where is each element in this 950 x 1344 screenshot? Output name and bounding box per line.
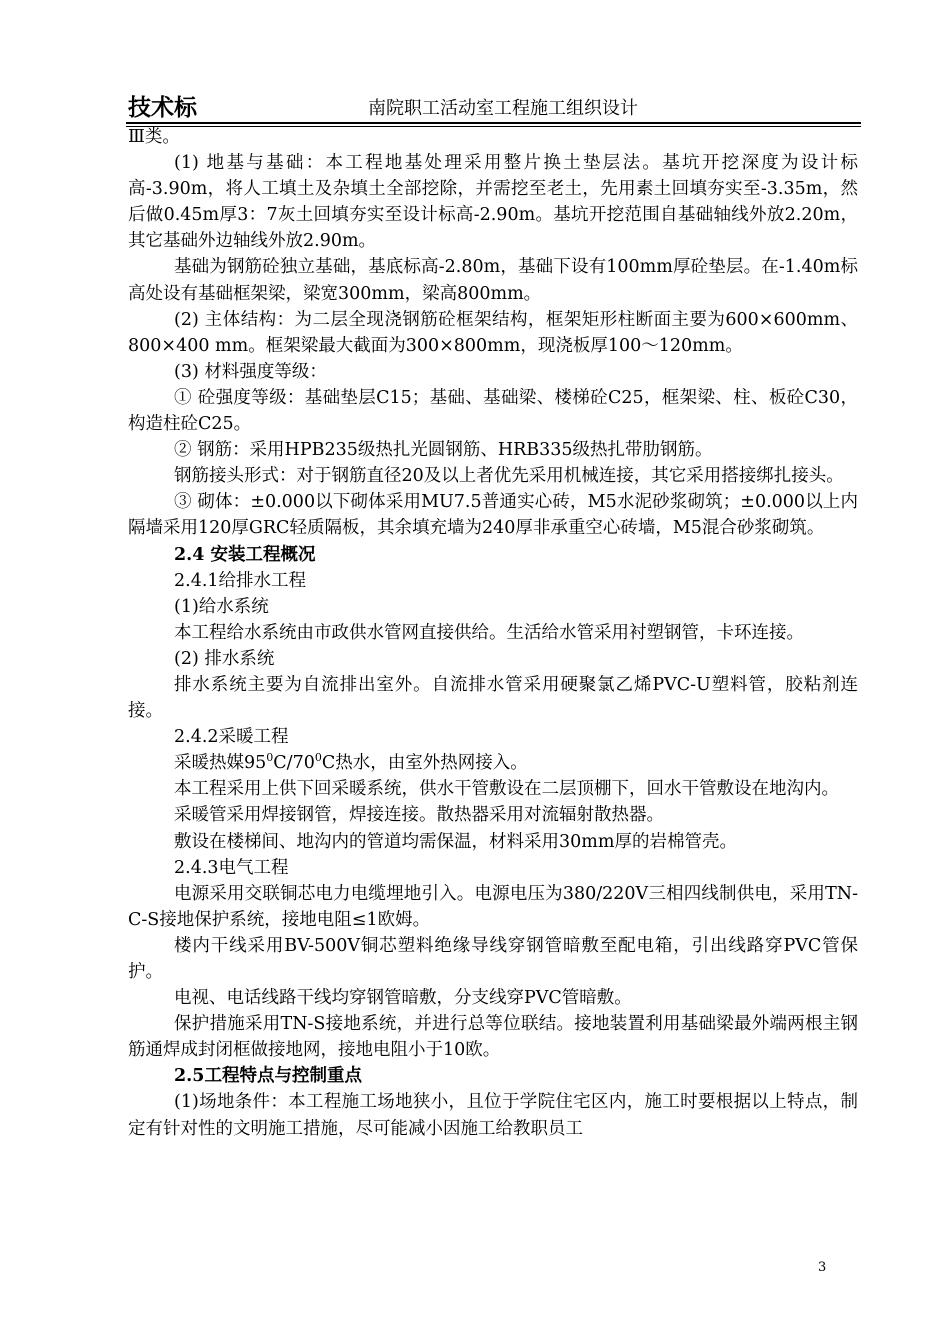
paragraph: (1) 地基与基础：本工程地基处理采用整片换土垫层法。基坑开挖深度为设计标高-3.90m，将人工填土及杂填土全部挖除，并需挖至老土，先用素土回填夯实至-3.35m，然后做0.45m厚3：7灰土回填夯实至设计标高-2.90m。基坑开挖范围自基础轴线外放2.20m，其它基础外边轴线外放2.90m。 [128,153,858,252]
subsection-heading: 2.4.3电气工程 [174,857,289,878]
section-heading: 2.4 安装工程概况 [174,544,316,565]
header-document-title: 南院职工活动室工程施工组织设计 [368,98,638,119]
paragraph: 基础为钢筋砼独立基础，基底标高-2.80m，基础下设有100mm厚砼垫层。在-1.40m标高处设有基础框架梁，梁宽300mm，梁高800mm。 [128,257,858,304]
paragraph: 采暖热媒$95^0C/70^0C$热水，由室外热网接入。 [174,751,528,774]
paragraph: (2) 主体结构：为二层全现浇钢筋砼框架结构，框架矩形柱断面主要为600×600mm、800×400 mm。框架梁最大截面为300×800mm，现浇板厚100～120mm。 [128,309,858,356]
paragraph: 本工程采用上供下回采暖系统，供水干管敷设在二层顶棚下，回水干管敷设在地沟内。 [174,779,839,800]
paragraph: 保护措施采用TN-S接地系统，并进行总等位联结。接地装置利用基础梁最外端两根主钢筋通焊成封闭框做接地网，接地电阻小于10欧。 [128,1014,858,1061]
subsection-heading: 2.4.1给排水工程 [174,570,307,591]
paragraph: (3) 材料强度等级： [174,361,327,382]
paragraph: 钢筋接头形式：对于钢筋直径20及以上者优先采用机械连接，其它采用搭接绑扎接头。 [174,466,844,487]
paragraph: 电视、电话线路干线均穿钢管暗敷，分支线穿PVC管暗敷。 [174,988,632,1009]
paragraph: (2) 排水系统 [174,648,275,669]
paragraph: Ⅲ类。 [128,127,180,147]
paragraph: ① 砼强度等级：基础垫层C15；基础、基础梁、楼梯砼C25，框架梁、柱、板砼C30，构造柱砼C25。 [128,387,858,435]
paragraph: 本工程给水系统由市政供水管网直接供给。生活给水管采用衬塑钢管，卡环连接。 [174,622,804,643]
paragraph: 楼内干线采用BV-500V铜芯塑料绝缘导线穿钢管暗敷至配电箱，引出线路穿PVC管保护。 [128,935,858,982]
paragraph: (1)场地条件：本工程施工场地狭小，且位于学院住宅区内，施工时要根据以上特点，制定有针对性的文明施工措施，尽可能减小因施工给教职员工 [128,1092,858,1139]
header-left-title: 技术标 [128,94,197,121]
subsection-heading: 2.4.2采暖工程 [174,727,289,748]
section-heading: 2.5工程特点与控制重点 [174,1066,362,1087]
paragraph: 采暖管采用焊接钢管，焊接连接。散热器采用对流辐射散热器。 [174,805,664,826]
paragraph: 敷设在楼梯间、地沟内的管道均需保温，材料采用30mm厚的岩棉管壳。 [174,831,737,852]
paragraph: 电源采用交联铜芯电力电缆埋地引入。电源电压为380/220V三相四线制供电，采用TN-C-S接地保护系统，接地电阻≤1欧姆。 [128,883,858,930]
paragraph: (1)给水系统 [174,596,269,617]
paragraph: ② 钢筋：采用HPB235级热扎光圆钢筋、HRB335级热扎带肋钢筋。 [174,440,713,461]
paragraph: ③ 砌体：±0.000以下砌体采用MU7.5普通实心砖，M5水泥砂浆砌筑；±0.000以上内隔墙采用120厚GRC轻质隔板，其余填充墙为240厚非承重空心砖墙，M5混合砂浆砌筑。 [128,492,858,539]
body-text [128,124,858,1142]
paragraph: 排水系统主要为自流排出室外。自流排水管采用硬聚氯乙烯PVC-U塑料管，胶粘剂连接。 [128,674,858,722]
page-number: 3 [818,1260,827,1275]
